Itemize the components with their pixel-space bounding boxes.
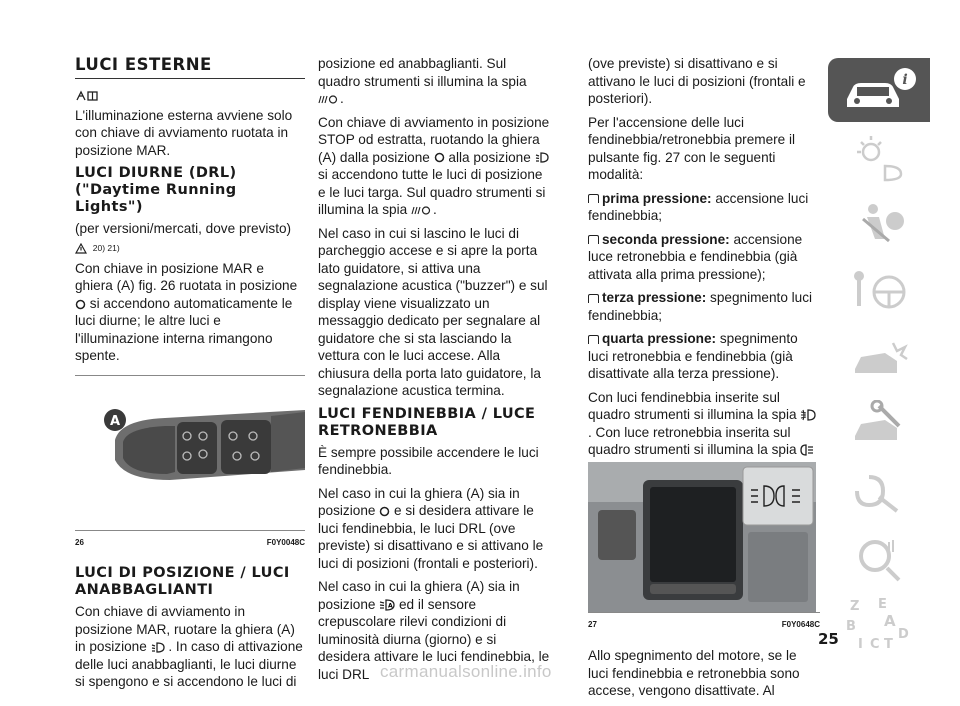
svg-text:D: D	[898, 627, 909, 642]
svg-text:A: A	[388, 602, 393, 610]
fog-lights-title: LUCI FENDINEBBIA / LUCE RETRONEBBIA	[318, 405, 536, 439]
drl-title: LUCI DIURNE (DRL) ("Daytime Running Lights")	[75, 165, 237, 215]
paragraph-5: Nel caso in cui la ghiera (A) sia in posizione e si desidera attivare le luci fendinebbia, le luci DRL (ove previste) si disattivano e si attivano le luci di posizioni (frontali e posteriori).	[318, 485, 544, 571]
car-info-icon	[839, 65, 919, 115]
rear-fog-tell-tale-icon	[800, 444, 814, 456]
list-item: terza pressione: spegnimento luci fendinebbia;	[588, 290, 813, 323]
figure-26-caption	[75, 534, 305, 552]
figure-number: 27	[588, 619, 597, 629]
page-number: 25	[818, 630, 839, 648]
title-rule	[75, 78, 305, 79]
section-title-luci-esterne: LUCI ESTERNE	[75, 55, 212, 74]
drl-subtitle: (per versioni/mercati, dove previsto)	[75, 221, 292, 236]
paragraph-2: Per l'accensione delle luci fendinebbia/retronebbia premere il pulsante fig. 27 con le seguenti modalità:	[588, 114, 796, 182]
intro-paragraph: L'illuminazione esterna avviene solo con chiave di avviamento ruotata in posizione MAR.	[75, 107, 293, 158]
position-lights-tell-tale-icon	[318, 94, 340, 105]
multimedia-icon	[849, 534, 909, 584]
svg-text:I: I	[858, 637, 863, 652]
technical-data-icon	[849, 467, 909, 517]
drl-paragraph: Con chiave in posizione MAR e ghiera (A) fig. 26 ruotata in posizione si accendono automaticamente le luci diurne; le altre luci e l'illuminazione interna rimangono spente.	[75, 260, 298, 364]
sidebar-item-technical-data[interactable]	[828, 460, 930, 524]
column-3	[588, 55, 820, 706]
figure-26-light-stalk	[75, 380, 305, 530]
figure-code: F0Y0648C	[781, 619, 820, 629]
list-item: seconda pressione: accensione luce retronebbia e fendinebbia (già attivata alla prima pressione);	[588, 231, 803, 282]
drl-position-icon	[75, 299, 86, 310]
paragraph-2: Con chiave di avviamento in posizione STOP od estratta, ruotando la ghiera (A) dalla posizione alla posizione si accendono tutte le luci di posizione e le luci targa. Sul quadro strumenti si illumina la spia .	[318, 114, 550, 217]
position-lights-title: LUCI DI POSIZIONE / LUCI ANABBAGLIANTI	[75, 565, 290, 599]
steering-key-icon	[849, 266, 909, 316]
bullet-icon	[588, 194, 599, 203]
bullet-icon	[588, 335, 599, 344]
paragraph-3: Nel caso in cui si lascino le luci di parcheggio accese e si apre la porta lato guidatore, si attiva una segnalazione acustica ("buzzer") e sul display viene visualizzato un messaggio dedicato per segnalare al guidatore che si sta lasciando la vettura con le luci accese. Alla chiusura della porta lato guidatore, la segnalazione acustica termina.	[318, 225, 548, 398]
position-lights-tell-tale-icon	[411, 205, 433, 216]
press-list	[588, 190, 820, 383]
sidebar-item-dashboard[interactable]	[828, 125, 930, 189]
paragraph-1: (ove previste) si disattivano e si attivano le luci di posizioni (frontali e posteriori).	[588, 56, 806, 106]
auto-lights-icon	[379, 599, 395, 611]
position-lights-paragraph: Con chiave di avviamento in posizione MAR, ruotare la ghiera (A) in posizione . In caso di attivazione delle luci anabbaglianti, le luci diurne si spengono e si accendono le luci di	[75, 604, 303, 690]
front-fog-tell-tale-icon	[800, 409, 816, 421]
list-item: quarta pressione: spegnimento luci retronebbia e fendinebbia (già disattivate alla terza pressione).	[588, 331, 798, 381]
figure-rule	[75, 375, 305, 376]
bullet-icon	[588, 235, 599, 244]
svg-text:i: i	[902, 72, 908, 88]
low-beam-icon	[151, 642, 165, 653]
paragraph-6: Nel caso in cui la ghiera (A) sia in posizione A ed il sensore crepuscolare rilevi condizioni di luminosità diurna (giorno) e si desidera attivare le luci fendinebbia, le luci DRL	[318, 579, 550, 682]
column-1	[75, 55, 305, 697]
sidebar-item-emergency[interactable]	[828, 326, 930, 390]
figure-code: F0Y0048C	[266, 537, 305, 547]
chapter-sidebar	[828, 58, 930, 661]
warning-triangle-icon	[75, 243, 87, 254]
sidebar-item-safety[interactable]	[828, 192, 930, 256]
warning-refs: 20) 21)	[92, 243, 120, 254]
crash-icon	[849, 333, 909, 383]
paragraph-4: È sempre possibile accendere le luci fendinebbia.	[318, 444, 539, 477]
figure-number: 26	[75, 537, 84, 547]
paragraph-3: Con luci fendinebbia inserite sul quadro strumenti si illumina la spia . Con luce retronebbia inserita sul quadro strumenti si illumina la spia	[588, 389, 820, 459]
dashboard-lights-icon	[849, 132, 909, 182]
figure-callout-a: A	[109, 413, 121, 429]
paragraph-1: posizione ed anabbaglianti. Sul quadro strumenti si illumina la spia .	[318, 56, 527, 106]
svg-text:A: A	[884, 612, 896, 630]
book-reference-icon	[75, 90, 99, 102]
sidebar-item-multimedia[interactable]	[828, 527, 930, 591]
low-beam-icon	[535, 152, 549, 163]
svg-text:E: E	[878, 597, 887, 612]
svg-text:T: T	[884, 637, 893, 652]
figure-27-fog-button	[588, 462, 816, 612]
index-abc-icon	[844, 596, 914, 656]
watermark: carmanualsonline.info	[380, 662, 552, 681]
list-item: prima pressione: accensione luci fendinebbia;	[588, 190, 809, 223]
sidebar-item-index[interactable]	[828, 594, 930, 658]
svg-text:B: B	[846, 619, 856, 634]
maintenance-wrench-icon	[849, 400, 909, 450]
sidebar-item-knowledge[interactable]	[828, 58, 930, 122]
figure-27-caption	[588, 616, 820, 634]
airbag-safety-icon	[849, 199, 909, 249]
drl-position-icon	[434, 152, 445, 163]
bullet-icon	[588, 294, 599, 303]
drl-position-icon	[379, 506, 390, 517]
sidebar-item-starting[interactable]	[828, 259, 930, 323]
svg-text:C: C	[870, 637, 880, 652]
column-2	[318, 55, 550, 689]
paragraph-4: Allo spegnimento del motore, se le luci fendinebbia e retronebbia sono accese, vengono disattivate. Al	[588, 648, 800, 698]
sidebar-item-maintenance[interactable]	[828, 393, 930, 457]
svg-text:Z: Z	[850, 599, 860, 614]
